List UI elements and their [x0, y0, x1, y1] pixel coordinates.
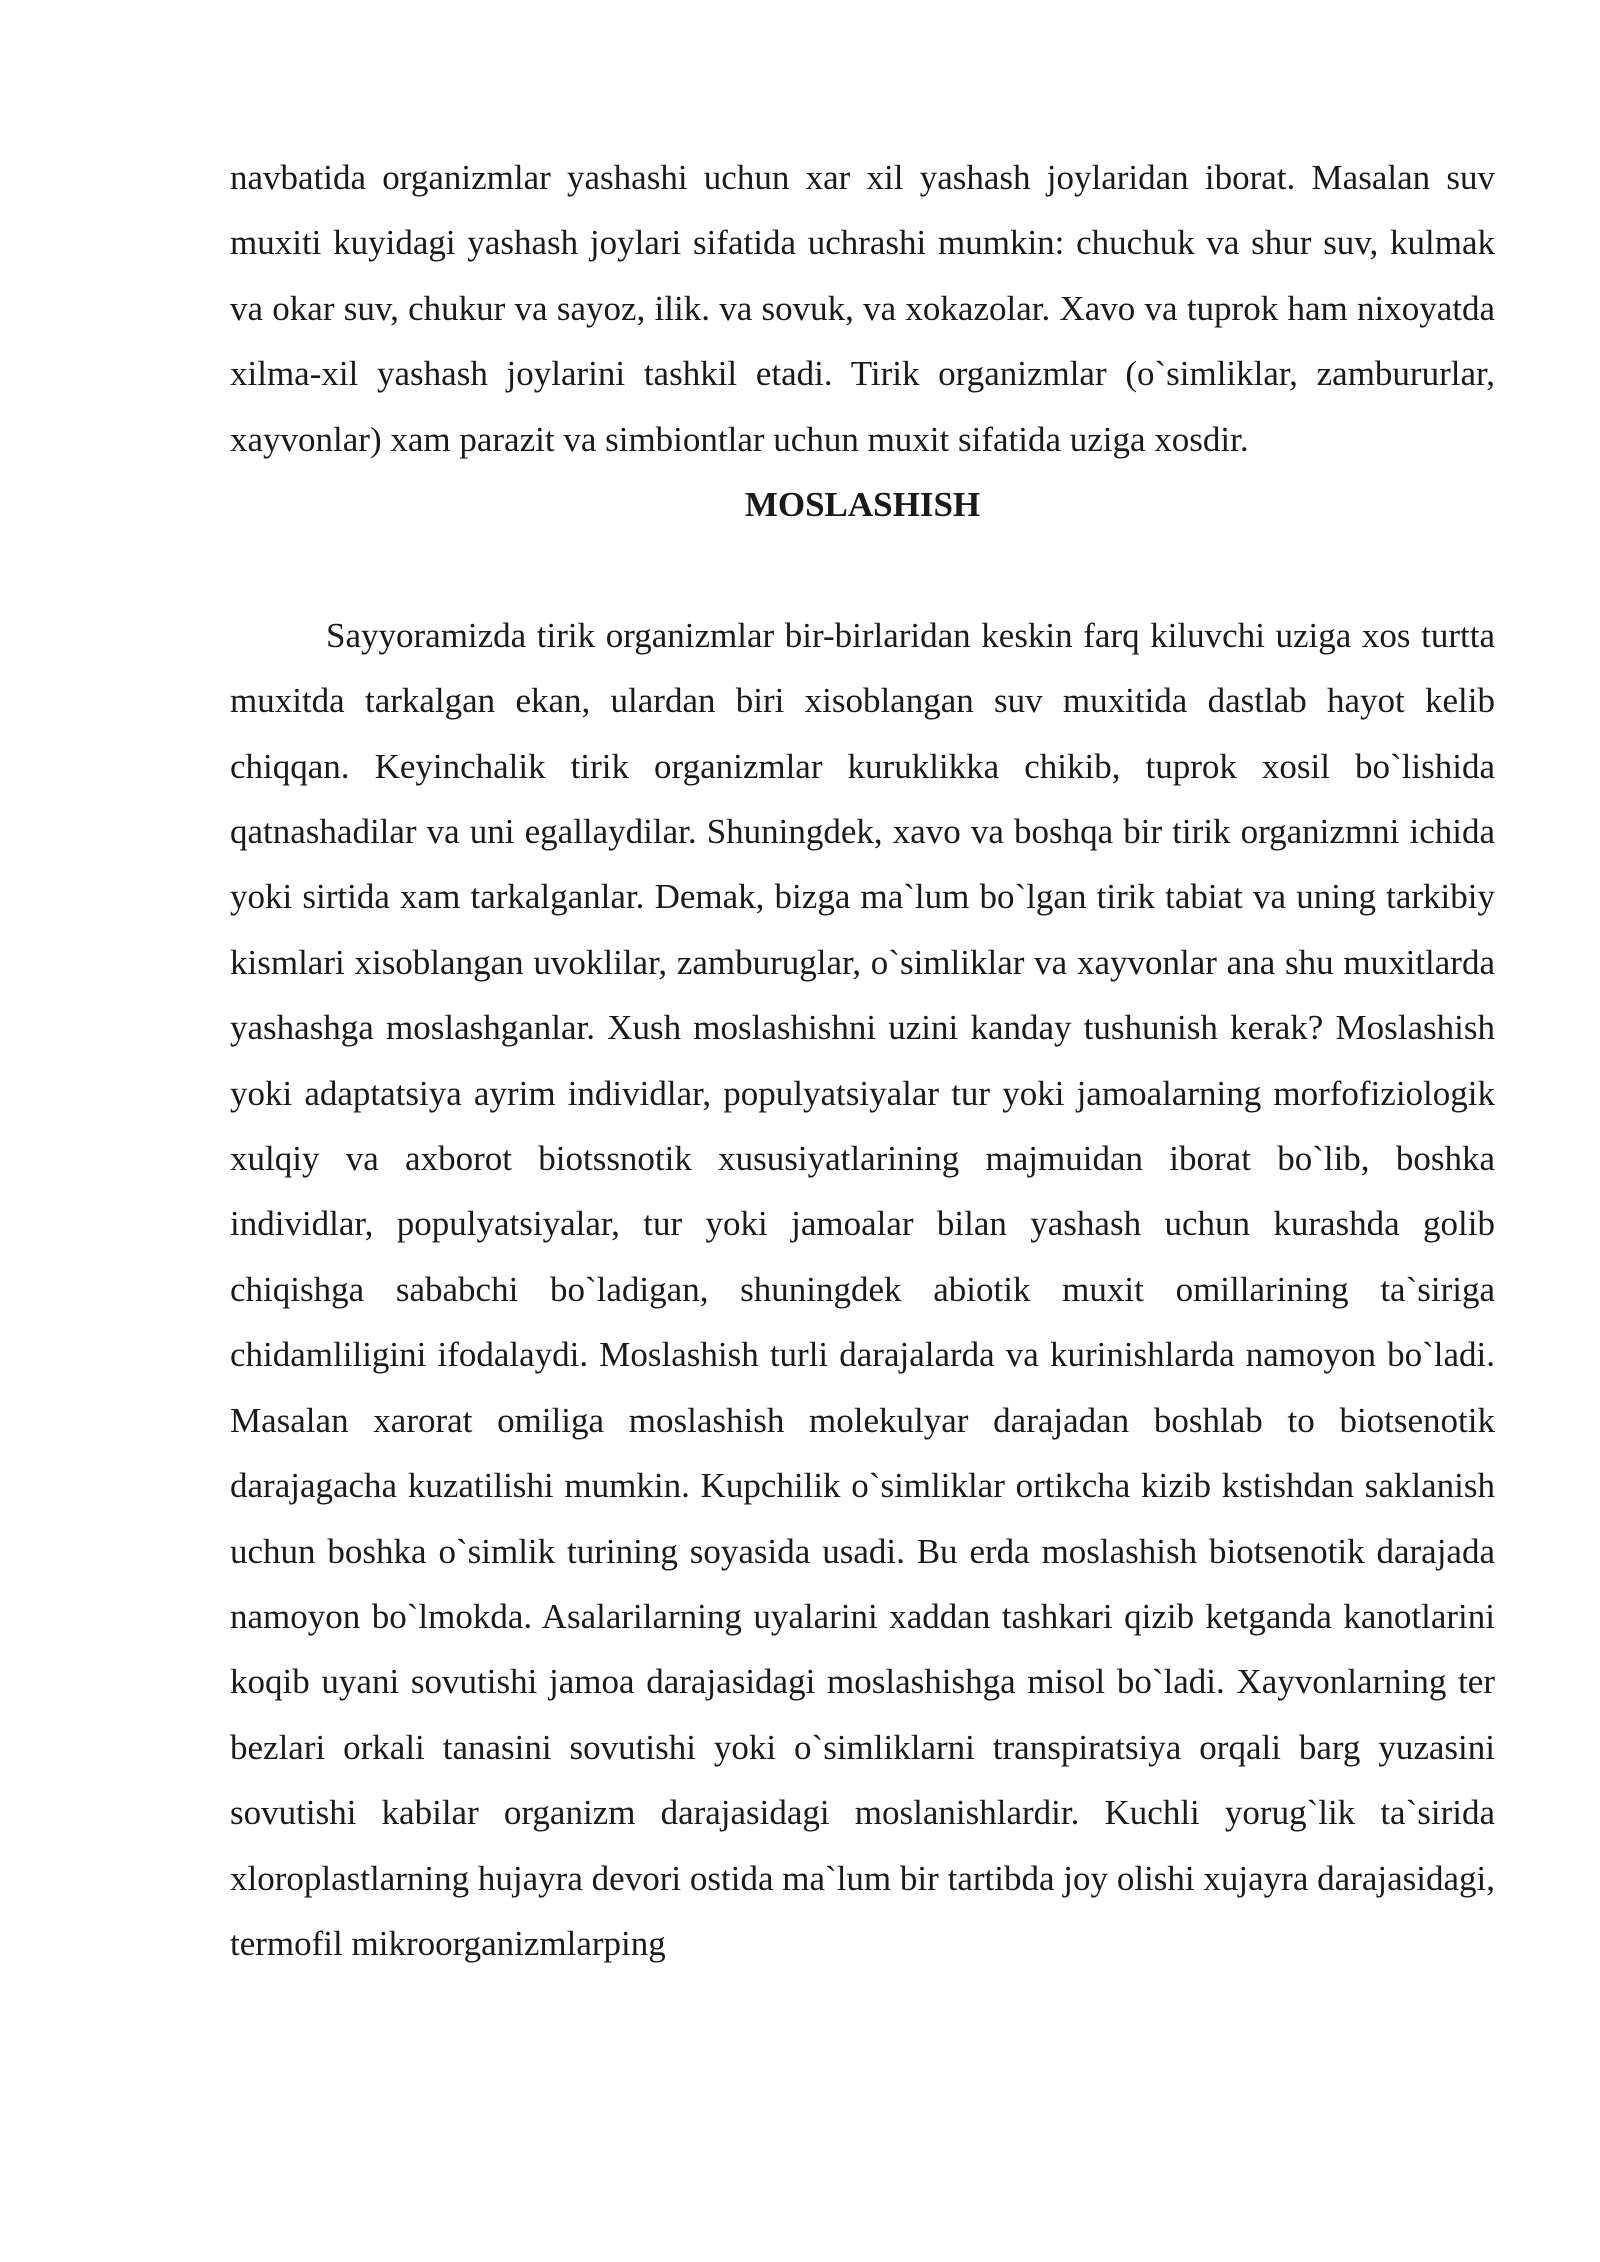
document-body — [230, 145, 1495, 1976]
section-heading: MOSLASHISH — [744, 485, 981, 525]
blank-line — [230, 537, 1495, 602]
body-paragraph: Sayyoramizda tirik organizmlar bir-birlaridan keskin farq kiluvchi uziga xos turtta muxitda tarkalgan ekan, ulardan biri xisoblangan suv muxitida dastlab hayot kelib chiqqan. Keyinchalik tirik organizmlar kuruklikka chikib, tuprok xosil bo`lishida qatnashadilar va uni egallaydilar. Shuningdek, xavo va boshqa bir tirik organizmni ichida yoki sirtida xam tarkalganlar. Demak, bizga ma`lum bo`lgan tirik tabiat va uning tarkibiy kismlari xisoblangan uvoklilar, zamburuglar, o`simliklar va xayvonlar ana shu muxitlarda yashashga moslashganlar. Xush moslashishni uzini kanday tushunish kerak? Moslashish yoki adaptatsiya ayrim individlar, populyatsiyalar tur yoki jamoalarning morfofiziologik xulqiy va axborot biotssnotik xususiyatlarining majmuidan iborat bo`lib, boshka individlar, populyatsiyalar, tur yoki jamoalar bilan yashash uchun kurashda golib chiqishga sababchi bo`ladigan, shuningdek abiotik muxit omillarining ta`siriga chidamliligini ifodalaydi. Moslashish turli darajalarda va kurinishlarda namoyon bo`ladi. Masalan xarorat omiliga moslashish molekulyar darajadan boshlab to biotsenotik darajagacha kuzatilishi mumkin. Kupchilik o`simliklar ortikcha kizib kstishdan saklanish uchun boshka o`simlik turining soyasida usadi. Bu erda moslashish biotsenotik darajada namoyon bo`lmokda. Asalarilarning uyalarini xaddan tashkari qizib ketganda kanotlarini koqib uyani sovutishi jamoa darajasidagi moslashishga misol bo`ladi. Xayvonlarning ter bezlari orkali tanasini sovutishi yoki o`simliklarni transpiratsiya orqali barg yuzasini sovutishi kabilar organizm darajasidagi moslanishlardir. Kuchli yorug`lik ta`sirida xloroplastlarning hujayra devori ostida ma`lum bir tartibda joy olishi xujayra darajasidagi, termofil mikroorganizmlarping — [230, 615, 1495, 1963]
intro-paragraph: navbatida organizmlar yashashi uchun xar xil yashash joylaridan iborat. Masalan suv muxiti kuyidagi yashash joylari sifatida uchrashi mumkin: chuchuk va shur suv, kulmak va okar suv, chukur va sayoz, ilik. va sovuk, va xokazolar. Xavo va tuprok ham nixoyatda xilma-xil yashash joylarini tashkil etadi. Tirik organizmlar (o`simliklar, zambururlar, xayvonlar) xam parazit va simbiontlar uchun muxit sifatida uziga xosdir. — [230, 158, 1495, 459]
